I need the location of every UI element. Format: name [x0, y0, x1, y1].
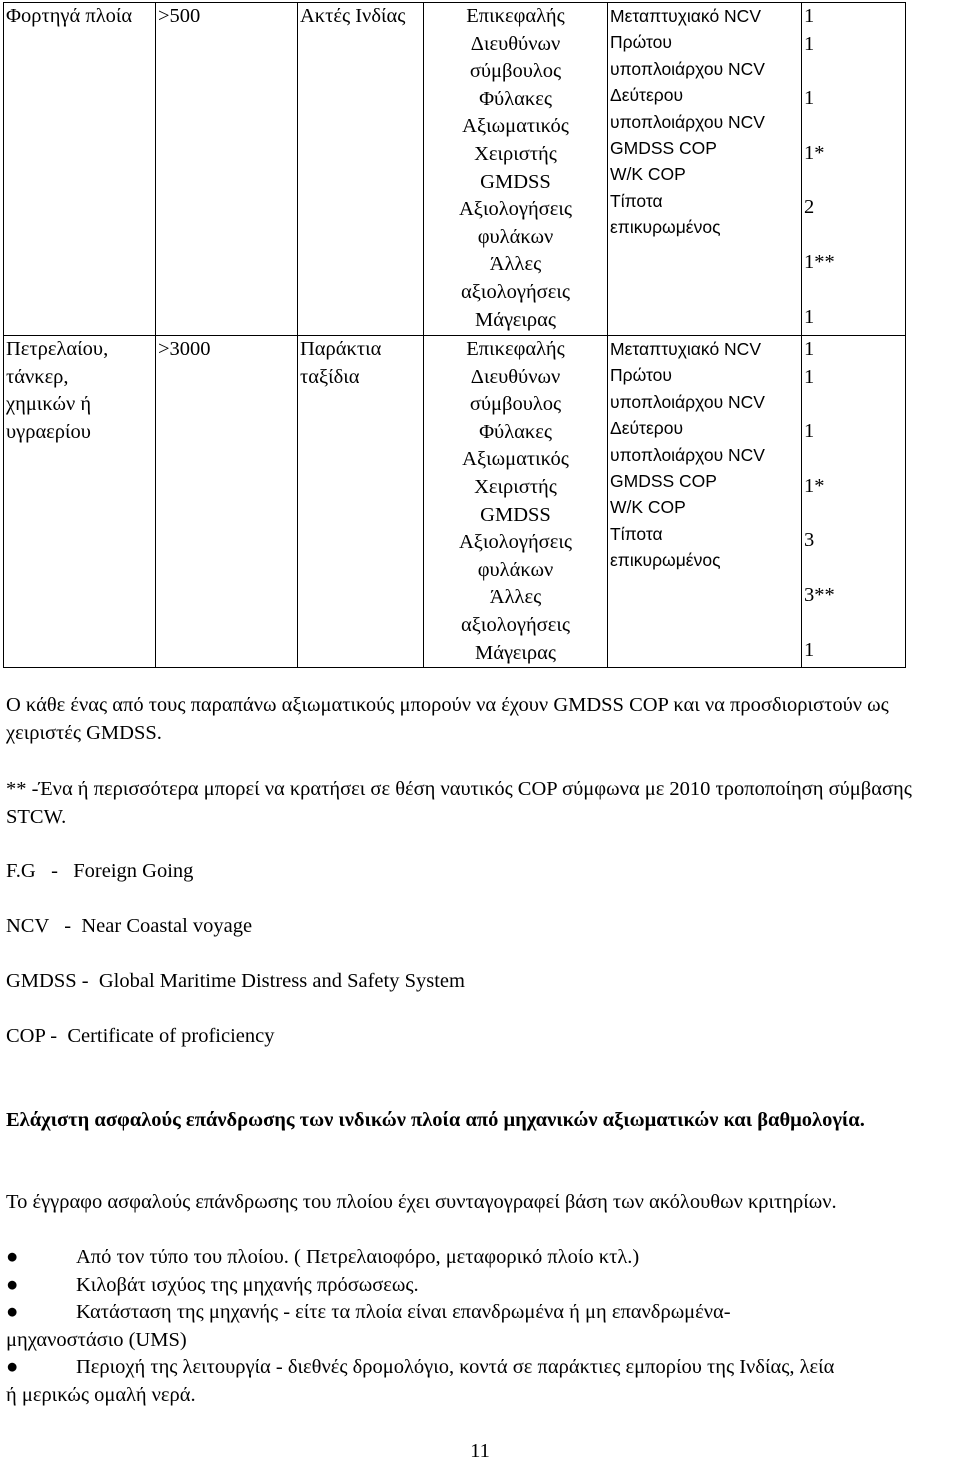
counts-cell: 1 1 1 1* 3 3** 1 — [802, 336, 906, 668]
positions-cell: Επικεφαλής Διευθύνων σύμβουλος Φύλακες Αξιωματικός Χειριστής GMDSS Αξιολογήσεις φυλάκων Άλλες αξιολογήσεις Μάγειρας — [424, 3, 608, 336]
bullet-icon: ● — [6, 1246, 19, 1268]
list-item-continuation: μηχανοστάσιο (UMS) — [6, 1328, 187, 1351]
table-row — [4, 3, 906, 336]
note-gmdss: Ο κάθε ένας από τους παραπάνω αξιωματικούς μπορούν να έχουν GMDSS COP και να προσδιοριστούν ως χειριστές GMDSS. — [6, 694, 889, 744]
abbreviation: COP - Certificate of proficiency — [6, 1025, 275, 1047]
gross-tonnage-cell: >3000 — [156, 336, 298, 668]
certificates-cell: Μεταπτυχιακό NCV Πρώτου υποπλοιάρχου NCV Δεύτερου υποπλοιάρχου NCV GMDSS COP W/K COP Τίποτα επικυρωμένος — [608, 3, 802, 336]
positions-cell: Επικεφαλής Διευθύνων σύμβουλος Φύλακες Αξιωματικός Χειριστής GMDSS Αξιολογήσεις φυλάκων Άλλες αξιολογήσεις Μάγειρας — [424, 336, 608, 668]
abbreviation: GMDSS - Global Maritime Distress and Safety System — [6, 970, 465, 992]
certificates-cell: Μεταπτυχιακό NCV Πρώτου υποπλοιάρχου NCV Δεύτερου υποπλοιάρχου NCV GMDSS COP W/K COP Τίποτα επικυρωμένος — [608, 336, 802, 668]
page-number: 11 — [470, 1440, 490, 1462]
table-row — [4, 336, 906, 668]
bullet-icon: ● — [6, 1356, 19, 1378]
ship-type-cell: Φορτηγά πλοία — [4, 3, 156, 336]
trade-area-cell: Ακτές Ινδίας — [298, 3, 424, 336]
manning-table — [3, 2, 906, 668]
section-intro: Το έγγραφο ασφαλούς επάνδρωσης του πλοίου έχει συνταγογραφεί βάση των ακόλουθων κριτηρίων. — [6, 1191, 837, 1213]
notes-block — [6, 776, 956, 831]
list-item-continuation: ή μερικώς ομαλή νερά. — [6, 1383, 196, 1406]
bullet-icon: ● — [6, 1273, 19, 1296]
counts-cell: 1 1 1 1* 2 1** 1 — [802, 3, 906, 336]
list-item: ● Περιοχή της λειτουργία - διεθνές δρομολόγιο, κοντά σε παράκτιες εμπορίου της Ινδίας, λεία — [6, 1354, 956, 1382]
trade-area-cell: Παράκτια ταξίδια — [298, 336, 424, 668]
gross-tonnage-cell: >500 — [156, 3, 298, 336]
note-stcw: ** -Ένα ή περισσότερα μπορεί να κρατήσει σε θέση ναυτικός COP σύμφωνα με 2010 τροποποίηση σύμβασης STCW. — [6, 778, 912, 828]
list-item: ● Από τον τύπο του πλοίου. ( Πετρελαιοφόρο, μεταφορικό πλοίο κτλ.) — [6, 1244, 956, 1272]
criteria-list — [6, 1244, 956, 1409]
abbreviation: NCV - Near Coastal voyage — [6, 915, 253, 937]
notes-block — [6, 692, 956, 747]
list-item: ● Κιλοβάτ ισχύος της μηχανής πρόσωσεως. — [6, 1272, 956, 1300]
abbreviation: F.G - Foreign Going — [6, 860, 194, 882]
ship-type-cell: Πετρελαίου, τάνκερ, χημικών ή υγραερίου — [4, 336, 156, 668]
list-item: ● Κατάσταση της μηχανής - είτε τα πλοία είναι επανδρωμένα ή μη επανδρωμένα- — [6, 1299, 956, 1327]
bullet-icon: ● — [6, 1301, 19, 1323]
section-heading: Ελάχιστη ασφαλούς επάνδρωσης των ινδικών πλοία από μηχανικών αξιωματικών και βαθμολογία. — [6, 1109, 865, 1131]
